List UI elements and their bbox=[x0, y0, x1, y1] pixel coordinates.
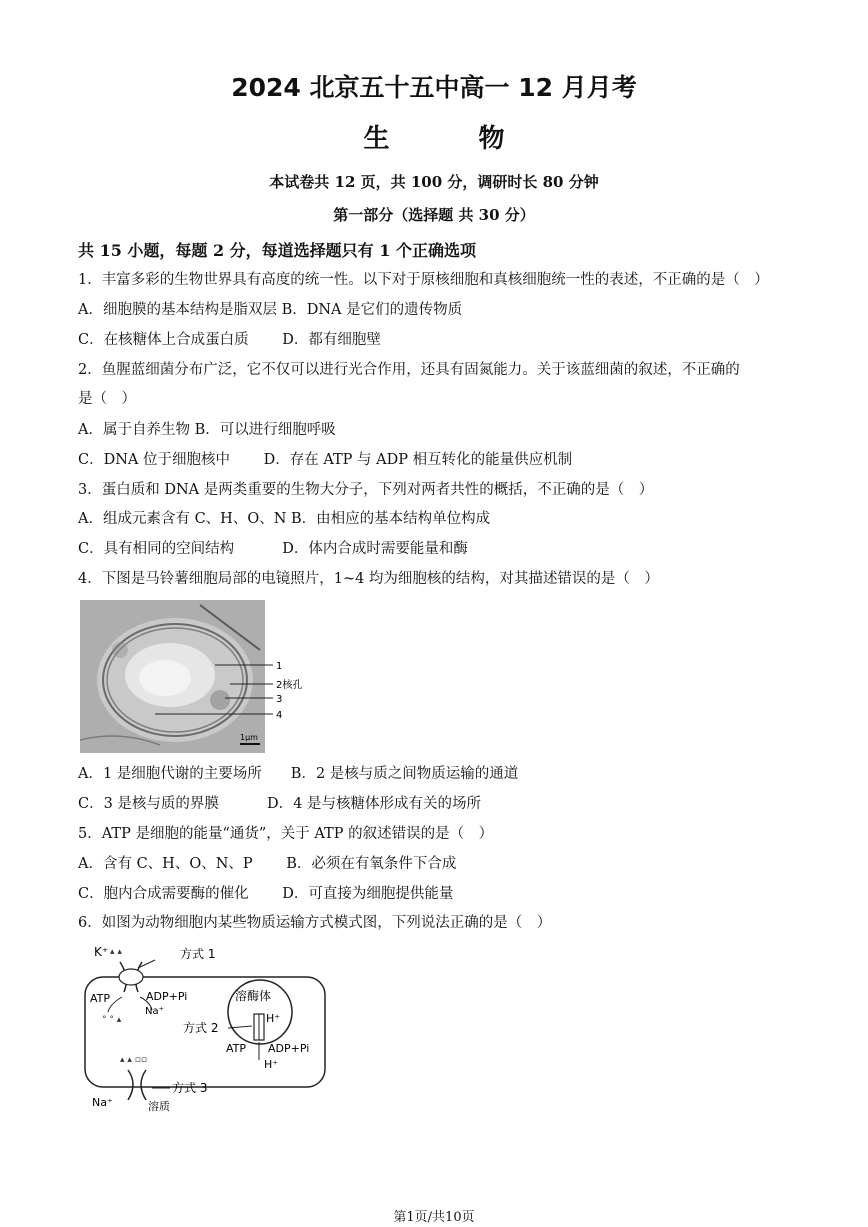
atp-label-2: ATP bbox=[226, 1042, 247, 1055]
atp-label-1: ATP bbox=[90, 992, 111, 1005]
q6-transport-diagram bbox=[80, 942, 340, 1117]
q5-options-cd: C．胞内合成需要酶的催化 D．可直接为细胞提供能量 bbox=[78, 886, 454, 902]
q3-options-ab: A．组成元素含有 C、H、O、N B．由相应的基本结构单位构成 bbox=[78, 511, 491, 527]
q3-stem: 3．蛋白质和 DNA 是两类重要的生物大分子，下列对两者共性的概括，不正确的是（ ） bbox=[78, 482, 654, 498]
exam-info: 本试卷共 12 页，共 100 分，调研时长 80 分钟 bbox=[269, 173, 599, 191]
subject-title: 生 物 bbox=[363, 124, 545, 154]
ion-dots-1: ° ° ▴ bbox=[102, 1015, 122, 1025]
k-ion-label: K⁺ bbox=[94, 945, 109, 959]
ion-dots-top: ▴ ▴ bbox=[110, 947, 122, 957]
q5-stem: 5．ATP 是细胞的能量“通货”，关于 ATP 的叙述错误的是（ ） bbox=[78, 826, 494, 842]
q2-stem-line1: 2．鱼腥蓝细菌分布广泛，它不仅可以进行光合作用，还具有固氮能力。关于该蓝细菌的叙述，不正确的 bbox=[78, 362, 740, 378]
q2-stem-line2: 是（ ） bbox=[78, 391, 136, 407]
na-label-2: Na⁺ bbox=[92, 1096, 113, 1109]
q4-options-ab: A．1 是细胞代谢的主要场所 B．2 是核与质之间物质运输的通道 bbox=[78, 766, 519, 782]
nucleus-micrograph bbox=[80, 600, 310, 753]
q4-options-cd: C．3 是核与质的界膜 D．4 是与核糖体形成有关的场所 bbox=[78, 796, 481, 812]
fig-label-2: 2核孔 bbox=[276, 680, 303, 691]
mode2-label: 方式 2 bbox=[183, 1021, 219, 1035]
mode1-label: 方式 1 bbox=[180, 947, 216, 961]
q1-options-cd: C．在核糖体上合成蛋白质 D．都有细胞壁 bbox=[78, 332, 381, 348]
q4-stem: 4．下图是马铃薯细胞局部的电镜照片，1~4 均为细胞核的结构，对其描述错误的是（ ） bbox=[78, 571, 659, 587]
q6-stem: 6．如图为动物细胞内某些物质运输方式模式图，下列说法正确的是（ ） bbox=[78, 915, 552, 931]
na-label-1: Na⁺ bbox=[145, 1006, 164, 1017]
q1-stem: 1．丰富多彩的生物世界具有高度的统一性。以下对于原核细胞和真核细胞统一性的表述，不正确的是（ ） bbox=[78, 272, 769, 288]
q4-micrograph-figure bbox=[80, 600, 310, 753]
solute-label: 溶质 bbox=[148, 1100, 170, 1113]
fig-label-1: 1 bbox=[276, 661, 283, 672]
h-ion-label-1: H⁺ bbox=[266, 1012, 281, 1025]
fig-label-4: 4 bbox=[276, 710, 283, 721]
mode3-label: 方式 3 bbox=[172, 1081, 208, 1095]
part-title: 第一部分（选择题 共 30 分） bbox=[333, 206, 535, 224]
transport-diagram-svg bbox=[80, 942, 340, 1117]
q1-options-ab: A．细胞膜的基本结构是脂双层 B．DNA 是它们的遗传物质 bbox=[78, 302, 463, 318]
q2-options-ab: A．属于自养生物 B．可以进行细胞呼吸 bbox=[78, 422, 336, 438]
fig-label-3: 3 bbox=[276, 694, 283, 705]
adp-label-1: ADP+Pi bbox=[146, 990, 188, 1003]
h-ion-label-2: H⁺ bbox=[264, 1058, 279, 1071]
lysosome-label: 溶酶体 bbox=[235, 989, 272, 1003]
q5-options-ab: A．含有 C、H、O、N、P B．必须在有氧条件下合成 bbox=[78, 856, 457, 872]
q2-options-cd: C．DNA 位于细胞核中 D．存在 ATP 与 ADP 相互转化的能量供应机制 bbox=[78, 452, 573, 468]
scale-bar-label: 1μm bbox=[240, 733, 258, 742]
page-footer: 第1页/共10页 bbox=[393, 1210, 475, 1225]
exam-title: 2024 北京五十五中高一 12 月月考 bbox=[231, 73, 637, 102]
q3-options-cd: C．具有相同的空间结构 D．体内合成时需要能量和酶 bbox=[78, 541, 468, 557]
adp-label-2: ADP+Pi bbox=[268, 1042, 310, 1055]
section-instruction: 共 15 小题，每题 2 分，每道选择题只有 1 个正确选项 bbox=[78, 241, 476, 260]
ion-dots-2: ▴ ▴ ▫▫ bbox=[120, 1055, 147, 1065]
